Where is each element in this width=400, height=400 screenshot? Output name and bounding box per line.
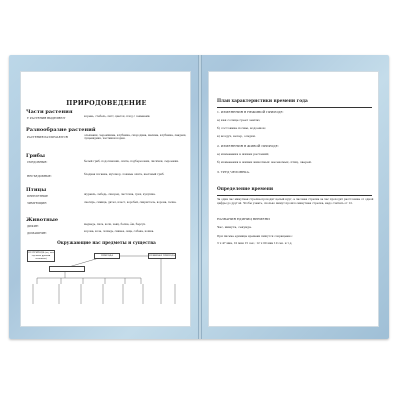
left-page [20,71,191,327]
plan-item: б) изменения в жизни животных: насекомых, птиц, зверей. [217,160,312,164]
row-text: ольшаник, черемшина, клубника, смородина, малина, клубника, ландыш, лущевидник, частники корня. [84,134,187,141]
diagram-box: НЕ ПРИРОДА (то, что сделано руками человека) [28,251,54,260]
plan-item: 1. ИЗМЕНЕНИЯ В НЕЖИВОЙ ПРИРОДЕ: [217,110,284,114]
row-text: медведь, лиса, волк, заяц, белка, ёж, барсук. [84,223,147,226]
row-label: НЕСЪЕДОБНЫЕ: [27,174,52,178]
abbr-text: При письме единицы времени пишутся сокращенно: [217,234,293,238]
row-label: У РАСТЕНИЯ ВЫДЕЛЯЮТ [27,116,66,120]
diagram-title: Окружающие нас предметы и существа [57,240,156,245]
units-title: НАЗВАНИЯ ЕДИНИЦ ВРЕМЕНИ [217,217,270,221]
row-text: журавль, лебедь, скворец, ласточка, грач, кукушка. [84,193,156,196]
page-title: ПРИРОДОВЕДЕНИЕ [66,99,147,107]
time-text: За один час минутная стрелка проходит целый круг, а часовая стрелка за час проходит расстояние от одной цифры до другой. Чтобы узнать, сколько минут прошло минутная стрелка, надо считать от 12. [217,197,374,205]
row-label: ЗИМУЮЩИЕ: [27,201,48,205]
row-label: ПЕРЕЛЕТНЫЕ [27,194,49,198]
plan-item: б) состояние почвы, водоемов; [217,126,266,130]
row-text: снегирь, синица, дятел, клест, воробей, свиристель, ворона, галка. [84,201,177,204]
section-heading: Птицы [26,187,47,193]
diagram-box: ПРИРОДА [94,253,120,259]
plan-item: а) как солнце греет землю; [217,118,261,122]
right-page [208,71,379,327]
row-label: СЪЕДОБНЫЕ: [27,160,48,164]
plan-item: в) воздух, ветер, осадки. [217,134,256,138]
section-heading: Животные [26,217,59,223]
units-text: Час, минута, секунда. [217,225,252,229]
row-text: корень, стебель, лист, цветок, плод с семенами. [84,115,151,118]
time-title: Определение времени [217,187,274,192]
plan-title: План характеристики времени года [217,99,308,104]
diagram-box [49,266,85,272]
row-label: ДОМАШНИЕ: [27,231,47,235]
section-heading: Части растения [26,109,73,115]
diagram-box: НЕЖИВАЯ ПРИРОДА [149,254,175,257]
plan-item: а) изменения в жизни растений; [217,152,270,156]
plan-item: 2. ИЗМЕНЕНИЯ В ЖИВОЙ ПРИРОДЕ: [217,144,279,148]
divider [217,195,372,196]
row-text: бледная поганка, мухомор, ложные опята, желчный гриб. [84,173,165,176]
section-heading: Разнообразие растений [26,127,96,133]
section-heading: Грибы [26,153,46,159]
notebook-spine [198,55,202,339]
row-text: белый гриб, подосиновик, опята, подберезовик, лисички, сыроежки. [84,160,179,163]
plan-item: 3. ТРУД ЧЕЛОВЕКА. [217,170,250,174]
row-label: ДИКИЕ: [27,224,39,228]
divider [217,107,372,108]
example-text: 3 ч 47 мин, 10 мин 15 сек ; 12 ч 00 мин 10 сек. и т.д. [217,241,293,245]
row-text: корова, коза, лошадь, свинья, овца, собака, кошка. [84,230,155,233]
row-label: РАСТЕНИЯ РАЗЛИЧАЮТСЯ [27,135,68,139]
